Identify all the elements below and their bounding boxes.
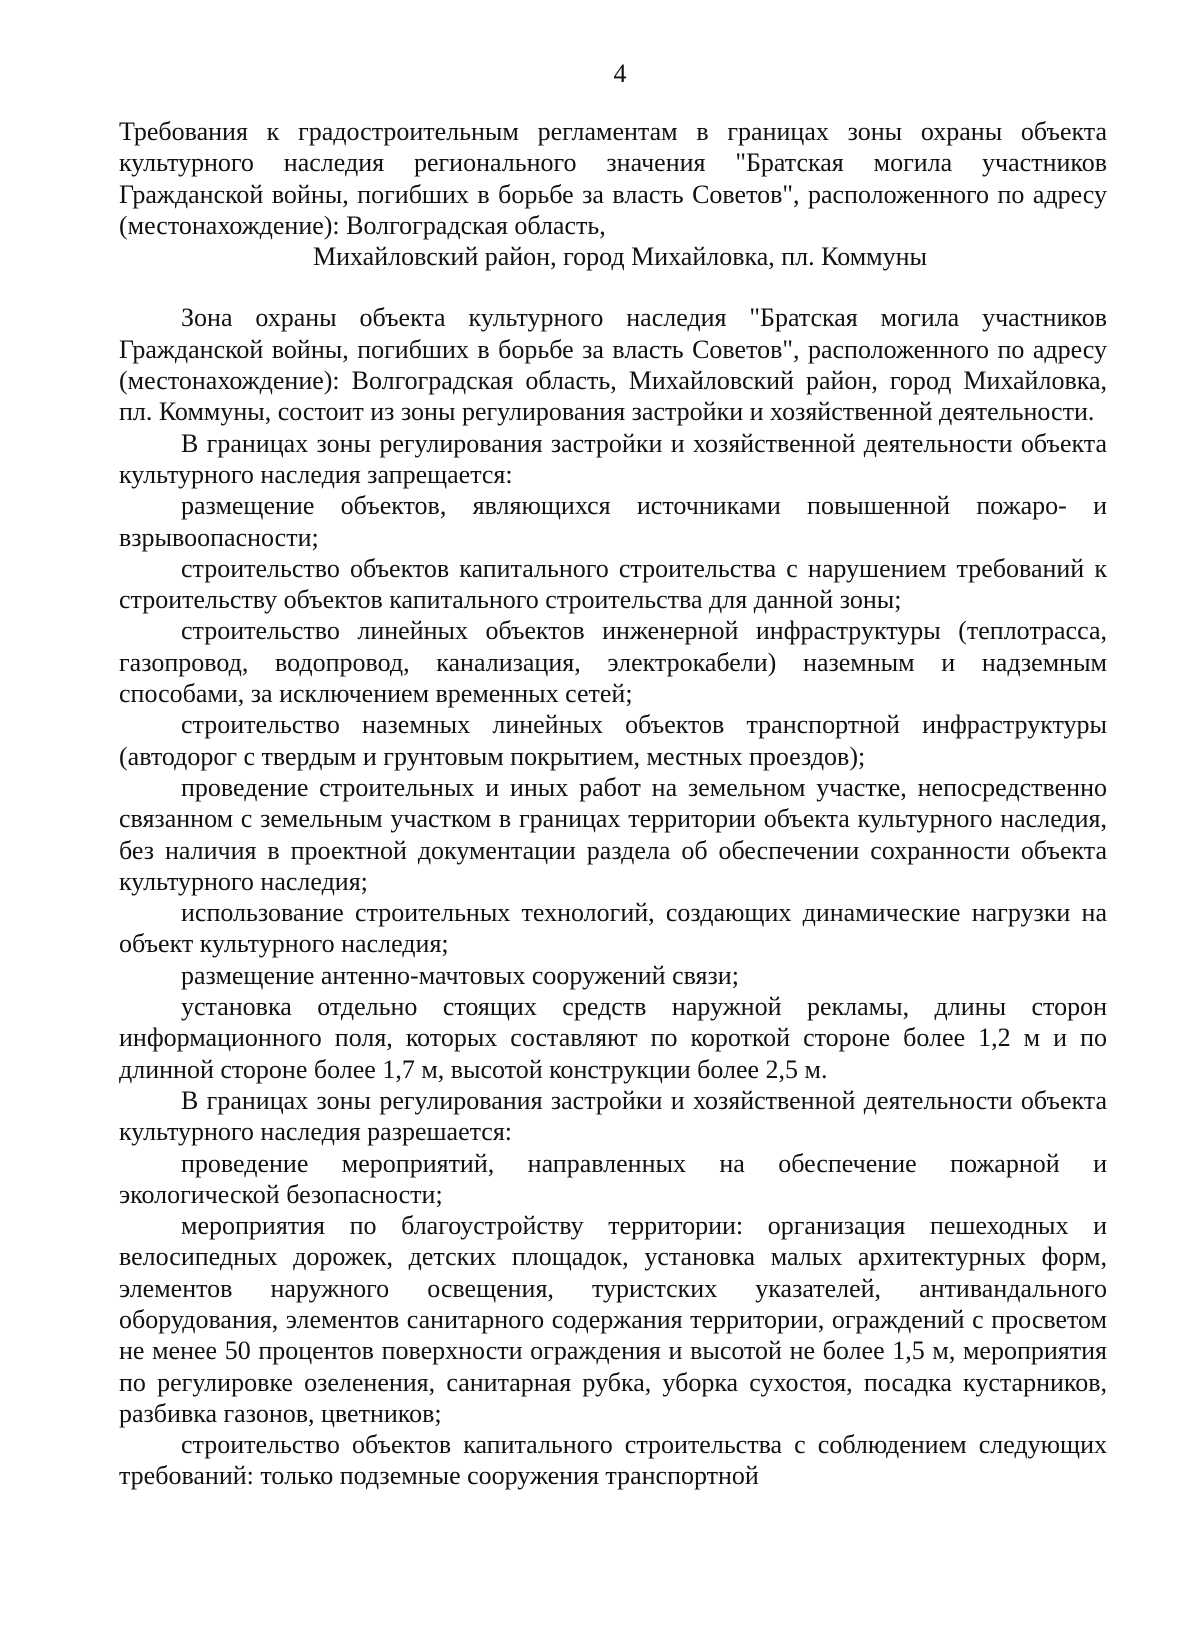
- paragraph: строительство наземных линейных объектов транспортной инфраструктуры (автодорог с твердым и грунтовым покрытием, местных проездов);: [119, 710, 1107, 771]
- paragraph: использование строительных технологий, создающих динамические нагрузки на объект культурного наследия;: [119, 898, 1107, 959]
- paragraph: Зона охраны объекта культурного наследия "Братская могила участников Гражданской войны, погибших в борьбе за власть Советов", расположенного по адресу (местонахождение): Волгоградская область, Михайловский район, город Михайловка, пл. Коммуны, состоит из зоны регулирования застройки и хозяйственной деятельности.: [119, 303, 1107, 427]
- paragraph: строительство объектов капитального строительства с нарушением требований к строительству объектов капитального строительства для данной зоны;: [119, 553, 1107, 615]
- paragraph: размещение антенно-мачтовых сооружений связи;: [181, 960, 739, 990]
- paragraph: строительство объектов капитального строительства с соблюдением следующих требований: только подземные сооружения транспортной: [119, 1430, 1107, 1491]
- paragraph: строительство линейных объектов инженерной инфраструктуры (теплотрасса, газопровод, водопровод, канализация, электрокабели) наземным и надземным способами, за исключением временных сетей;: [119, 616, 1107, 709]
- paragraph: мероприятия по благоустройству территории: организация пешеходных и велосипедных дорожек, детских площадок, установка малых архитектурных форм, элементов наружного освещения, туристских указателей, антивандального оборудования, элементов санитарного содержания территории, ограждений с просветом не менее 50 процентов поверхности ограждения и высотой не более 1,5 м, мероприятия по регулировке озеленения, санитарная рубка, уборка сухостоя, посадка кустарников, разбивка газонов, цветников;: [119, 1211, 1107, 1428]
- paragraph: проведение строительных и иных работ на земельном участке, непосредственно связанном с земельным участком в границах территории объекта культурного наследия, без наличия в проектной документации раздела об обеспечении сохранности объекта культурного наследия;: [119, 772, 1107, 896]
- paragraph: В границах зоны регулирования застройки и хозяйственной деятельности объекта культурного наследия запрещается:: [119, 428, 1107, 489]
- page-number: 4: [613, 59, 627, 88]
- section-spacer: [119, 272, 1107, 302]
- paragraph: размещение объектов, являющихся источниками повышенной пожаро- и взрывоопасности;: [119, 491, 1107, 552]
- document-heading-last-line: Михайловский район, город Михайловка, пл. Коммуны: [312, 242, 927, 272]
- document-heading: Требования к градостроительным регламентам в границах зоны охраны объекта культурного наследия регионального значения "Братская могила участников Гражданской войны, погибших в борьбе за власть Советов", расположенного по адресу (местонахождение): Волгоградская область,: [119, 117, 1107, 240]
- paragraph: установка отдельно стоящих средств наружной рекламы, длины сторон информационного поля, которых составляют по короткой стороне более 1,2 м и по длинной стороне более 1,7 м, высотой конструкции более 2,5 м.: [119, 992, 1107, 1084]
- document-body: [119, 302, 1107, 1491]
- paragraph: В границах зоны регулирования застройки и хозяйственной деятельности объекта культурного наследия разрешается:: [119, 1085, 1107, 1147]
- paragraph: проведение мероприятий, направленных на обеспечение пожарной и экологической безопасности;: [119, 1148, 1107, 1209]
